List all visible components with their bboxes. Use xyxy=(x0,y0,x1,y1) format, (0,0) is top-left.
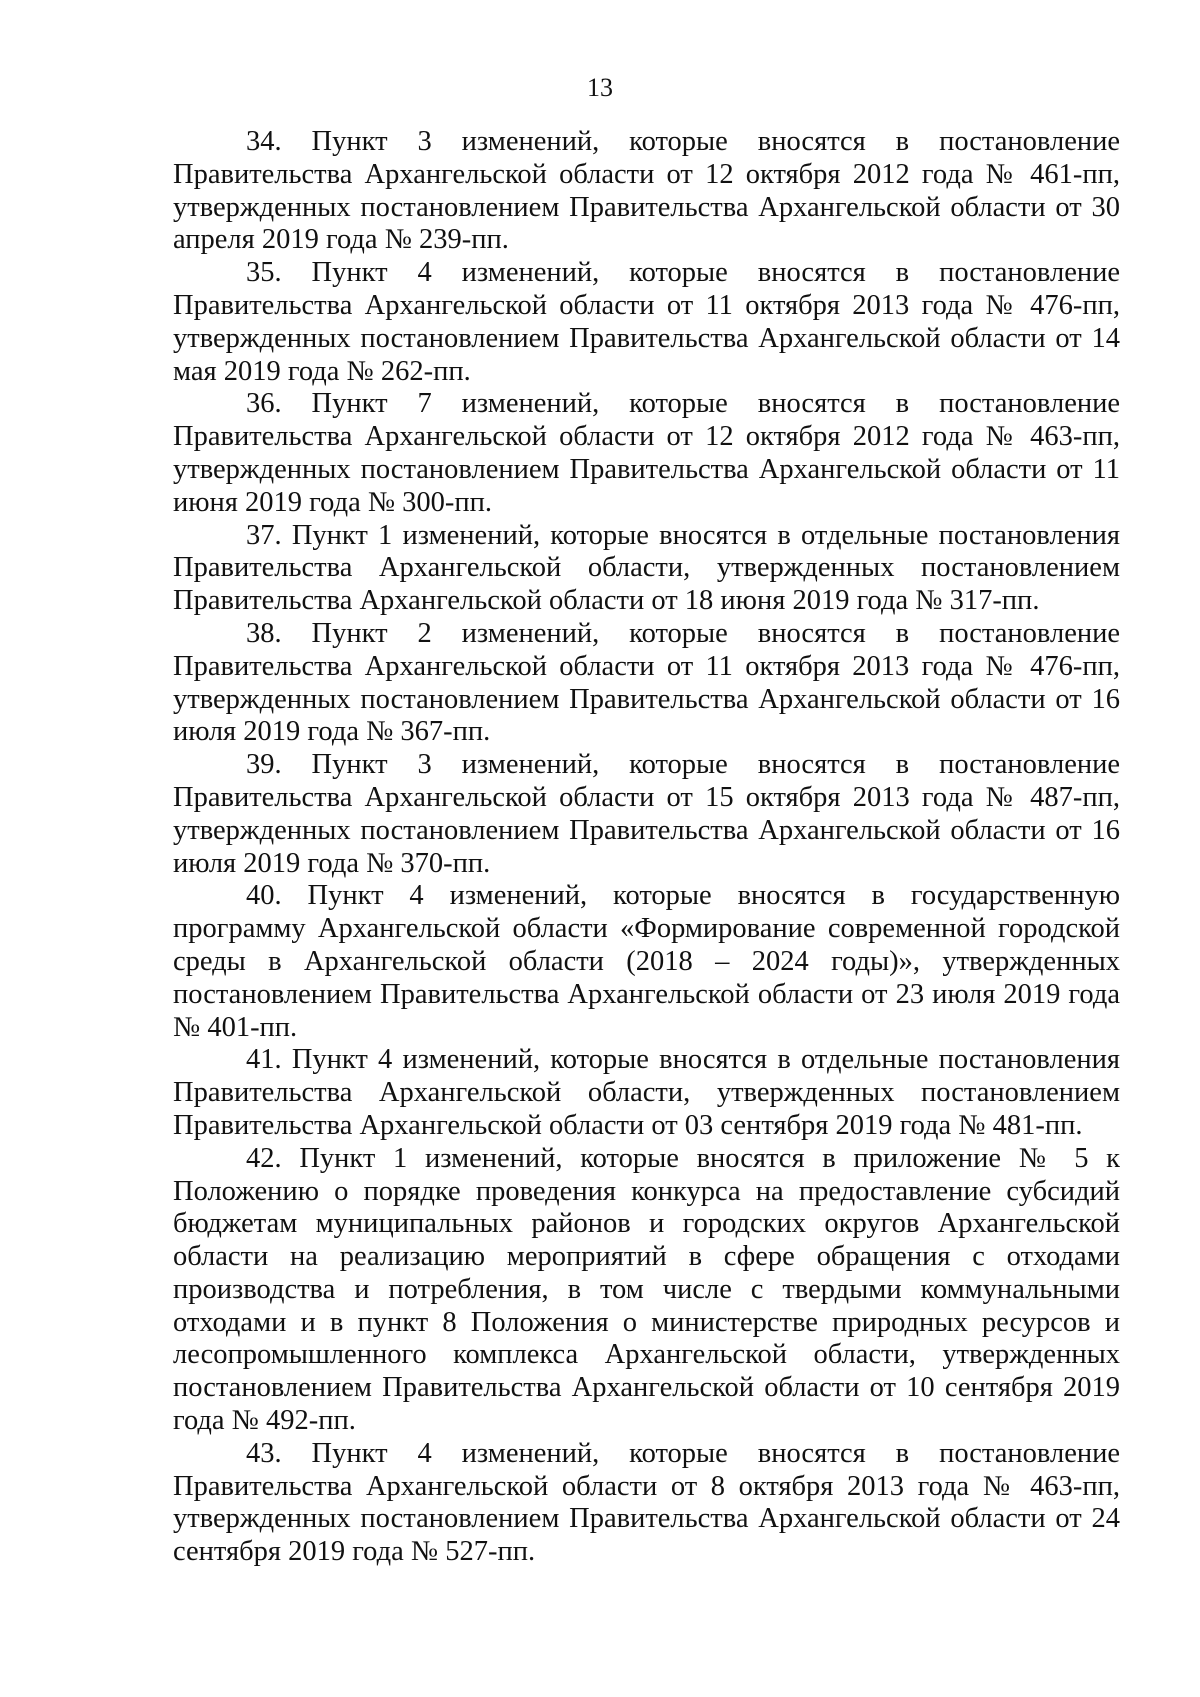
list-item-36: 36. Пункт 7 изменений, которые вносятся в постановление Правительства Архангельской области от 12 октября 2012 года № 463-пп, утвержденных постановлением Правительства Архангельской области от 11 июня 2019 года № 300-пп. xyxy=(173,388,1120,518)
list-item-41: 41. Пункт 4 изменений, которые вносятся в отдельные постановления Правительства Архангельской области, утвержденных постановлением Правительства Архангельской области от 03 сентября 2019 года № 481-пп. xyxy=(173,1044,1120,1141)
list-item-40: 40. Пункт 4 изменений, которые вносятся в государственную программу Архангельской области «Формирование современной городской среды в Архангельской области (2018 – 2024 годы)», утвержденных постановлением Правительства Архангельской области от 23 июля 2019 года № 401-пп. xyxy=(173,880,1120,1043)
list-item-39: 39. Пункт 3 изменений, которые вносятся в постановление Правительства Архангельской области от 15 октября 2013 года № 487-пп, утвержденных постановлением Правительства Архангельской области от 16 июля 2019 года № 370-пп. xyxy=(173,749,1120,879)
list-item-42: 42. Пункт 1 изменений, которые вносятся в приложение № 5 к Положению о порядке проведения конкурса на предоставление субсидий бюджетам муниципальных районов и городских округов Архангельской области на реализацию мероприятий в сфере обращения с отходами производства и потребления, в том числе с твердыми коммунальными отходами и в пункт 8 Положения о министерстве природных ресурсов и лесопромышленного комплекса Архангельской области, утвержденных постановлением Правительства Архангельской области от 10 сентября 2019 года № 492-пп. xyxy=(173,1142,1120,1437)
page-number: 13 xyxy=(587,73,613,102)
list-item-37: 37. Пункт 1 изменений, которые вносятся в отдельные постановления Правительства Архангельской области, утвержденных постановлением Правительства Архангельской области от 18 июня 2019 года № 317-пп. xyxy=(173,519,1120,617)
list-item-38: 38. Пункт 2 изменений, которые вносятся в постановление Правительства Архангельской области от 11 октября 2013 года № 476-пп, утвержденных постановлением Правительства Архангельской области от 16 июля 2019 года № 367-пп. xyxy=(173,617,1120,748)
document-body xyxy=(173,126,1120,1569)
list-item-35: 35. Пункт 4 изменений, которые вносятся в постановление Правительства Архангельской области от 11 октября 2013 года № 476-пп, утвержденных постановлением Правительства Архангельской области от 14 мая 2019 года № 262-пп. xyxy=(173,257,1120,387)
list-item-43: 43. Пункт 4 изменений, которые вносятся в постановление Правительства Архангельской области от 8 октября 2013 года № 463-пп, утвержденных постановлением Правительства Архангельской области от 24 сентября 2019 года № 527-пп. xyxy=(173,1437,1120,1568)
list-item-34: 34. Пункт 3 изменений, которые вносятся в постановление Правительства Архангельской области от 12 октября 2012 года № 461-пп, утвержденных постановлением Правительства Архангельской области от 30 апреля 2019 года № 239-пп. xyxy=(173,126,1120,256)
